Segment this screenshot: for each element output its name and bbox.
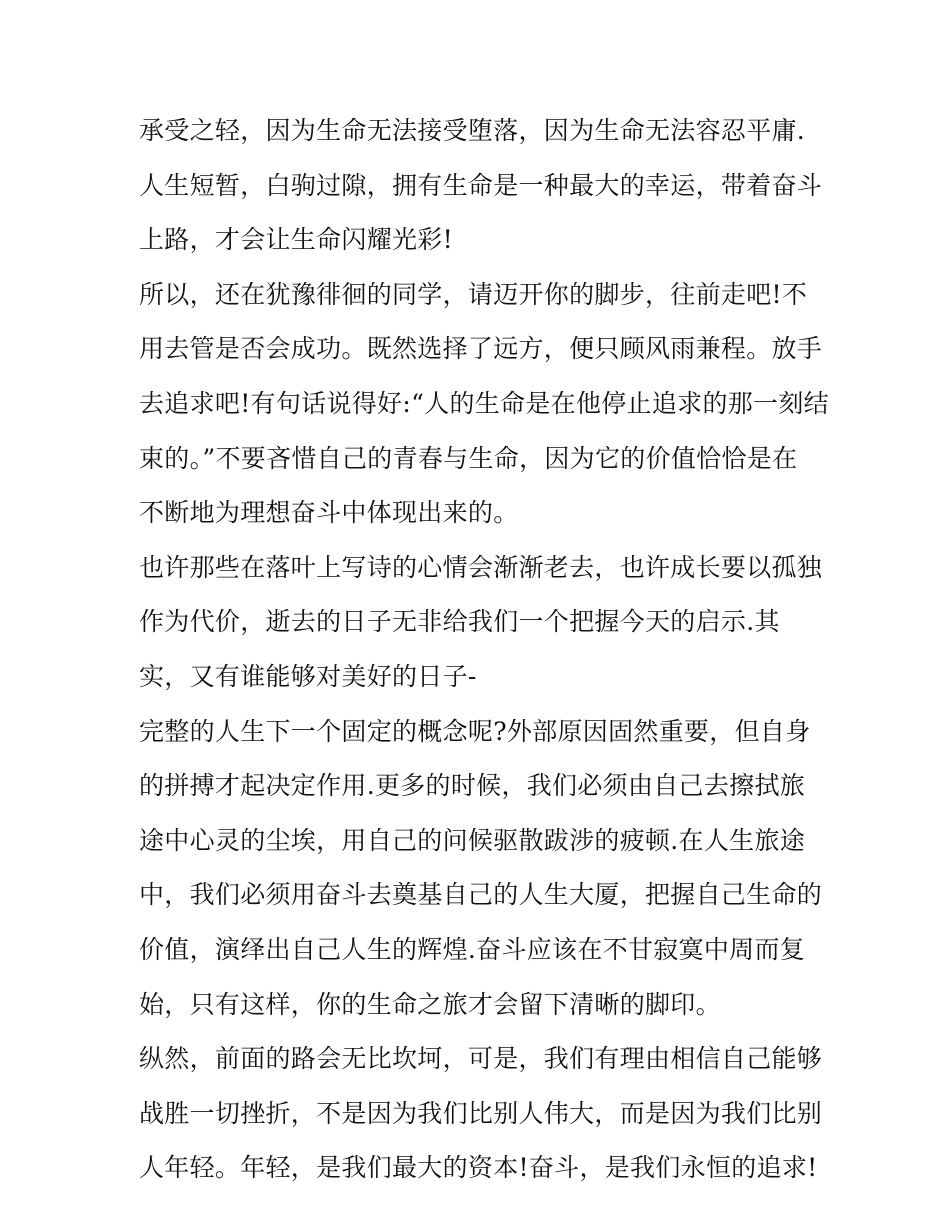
text-line: 始，只有这样，你的生命之旅才会留下清晰的脚印。 (139, 989, 721, 1019)
text-line: 纵然，前面的路会无比坎坷，可是，我们有理由相信自己能够 (139, 1044, 823, 1074)
text-line: 不断地为理想奋斗中体现出来的。 (139, 498, 519, 528)
text-line: 承受之轻，因为生命无法接受堕落，因为生命无法容忍平庸. (139, 116, 806, 145)
text-line: 所以，还在犹豫徘徊的同学，请迈开你的脚步，往前走吧!不 (139, 279, 808, 309)
text-line: 束的。”不要吝惜自己的青春与生命，因为它的价值恰恰是在 (139, 443, 798, 473)
text-line: 战胜一切挫折，不是因为我们比别人伟大，而是因为我们比别 (139, 1098, 823, 1128)
text-line: 用去管是否会成功。既然选择了远方，便只顾风雨兼程。放手 (139, 334, 823, 364)
body-text (139, 104, 829, 1196)
text-line: 途中心灵的尘埃，用自己的问候驱散跋涉的疲顿.在人生旅途 (139, 825, 806, 855)
text-line: 也许那些在落叶上写诗的心情会渐渐老去，也许成长要以孤独 (139, 552, 823, 582)
text-line: 人生短暂，白驹过隙，拥有生命是一种最大的幸运，带着奋斗 (139, 170, 823, 200)
text-line: 价值，演绎出自己人生的辉煌.奋斗应该在不甘寂寞中周而复 (139, 934, 806, 964)
text-line: 人年轻。年轻，是我们最大的资本!奋斗，是我们永恒的追求! (139, 1153, 818, 1183)
text-line: 实，又有谁能够对美好的日子- (139, 661, 477, 691)
text-line: 的拼搏才起决定作用.更多的时候，我们必须由自己去擦拭旅 (139, 771, 806, 801)
text-line: 完整的人生下一个固定的概念呢?外部原因固然重要，但自身 (139, 716, 811, 746)
text-line: 作为代价，逝去的日子无非给我们一个把握今天的启示.其 (139, 607, 780, 637)
text-line: 中，我们必须用奋斗去奠基自己的人生大厦，把握自己生命的 (139, 880, 823, 910)
text-line: 上路，才会让生命闪耀光彩! (139, 225, 453, 255)
text-line: 去追求吧!有句话说得好:“人的生命是在他停止追求的那一刻结 (139, 388, 829, 418)
